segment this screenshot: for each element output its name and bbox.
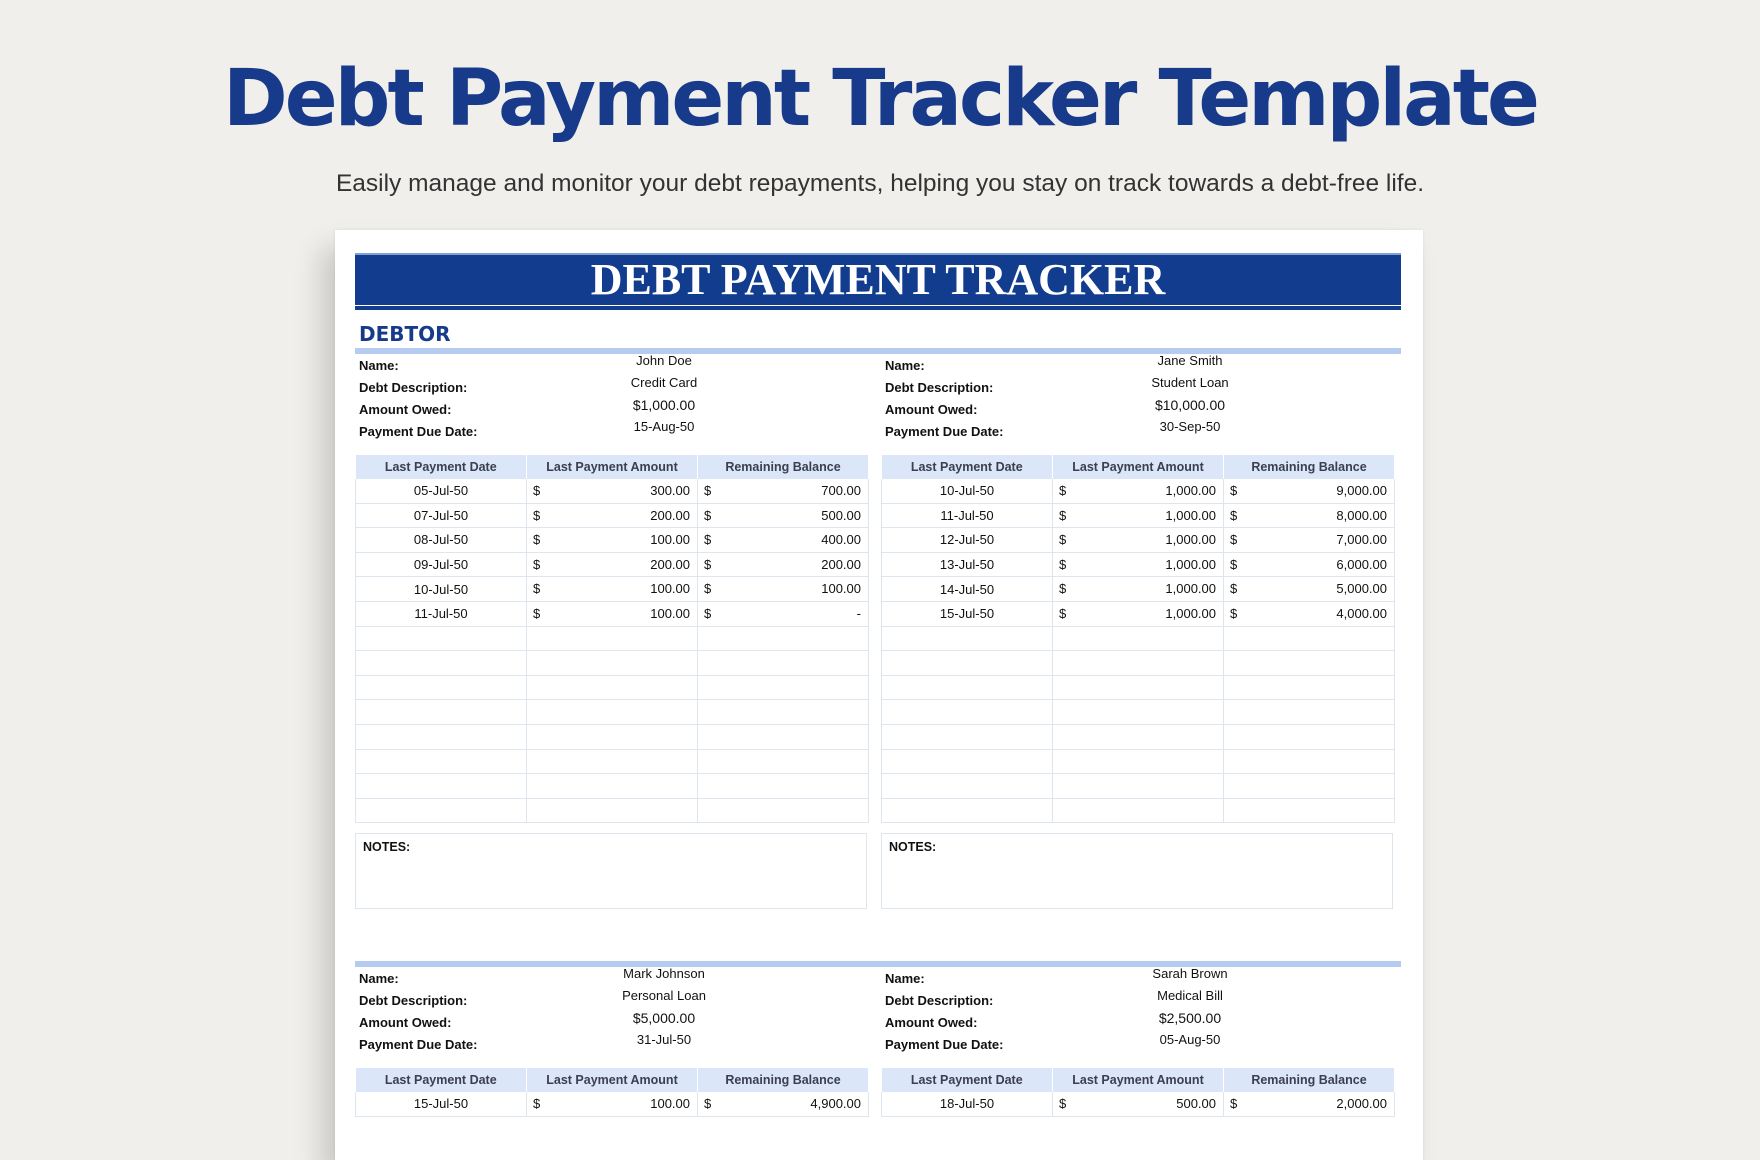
remaining-balance-cell[interactable] xyxy=(1224,675,1395,700)
page-title: Debt Payment Tracker Template xyxy=(223,54,1537,144)
payment-amount-value: 100.00 xyxy=(650,1096,690,1111)
payment-amount-cell[interactable] xyxy=(527,651,698,676)
payment-due-date-label: Payment Due Date: xyxy=(359,1037,478,1052)
remaining-balance-cell[interactable] xyxy=(1224,528,1395,553)
remaining-balance-cell[interactable] xyxy=(1224,651,1395,676)
column-header-last-payment-date: Last Payment Date xyxy=(882,1068,1053,1092)
currency-symbol: $ xyxy=(533,507,541,523)
payment-date-cell[interactable]: 11-Jul-50 xyxy=(882,503,1053,528)
remaining-balance-cell[interactable] xyxy=(698,528,869,553)
currency-symbol: $ xyxy=(1059,532,1067,548)
column-header-remaining-balance: Remaining Balance xyxy=(698,1068,869,1092)
remaining-balance-cell[interactable] xyxy=(698,724,869,749)
info-row-debtor-name xyxy=(885,966,1365,986)
info-row-debt-description xyxy=(359,988,839,1008)
table-row xyxy=(356,601,869,626)
currency-symbol: $ xyxy=(1059,1096,1067,1111)
currency-symbol: $ xyxy=(1059,483,1067,498)
table-row xyxy=(356,528,869,553)
remaining-balance-cell[interactable] xyxy=(1224,601,1395,626)
info-row-debtor-name xyxy=(885,353,1365,373)
table-row xyxy=(356,552,869,577)
tracker-sheet xyxy=(335,230,1423,1160)
currency-symbol: $ xyxy=(1059,556,1067,572)
table-row xyxy=(356,724,869,749)
info-row-amount-owed xyxy=(885,1010,1365,1030)
payment-amount-value: 1,000.00 xyxy=(1165,507,1216,523)
debtor-name-label: Name: xyxy=(359,971,399,986)
remaining-balance-value: 400.00 xyxy=(821,532,861,548)
remaining-balance-value: 200.00 xyxy=(821,556,861,572)
payment-date-cell[interactable] xyxy=(882,626,1053,651)
remaining-balance-value: 500.00 xyxy=(821,507,861,523)
remaining-balance-value: 5,000.00 xyxy=(1336,581,1387,597)
payment-amount-cell[interactable] xyxy=(1053,577,1224,602)
debt-description-label: Debt Description: xyxy=(885,380,994,395)
payment-due-date-value[interactable]: 31-Jul-50 xyxy=(636,1032,692,1047)
remaining-balance-cell[interactable] xyxy=(1224,552,1395,577)
info-row-amount-owed xyxy=(885,397,1365,417)
payment-date-cell[interactable] xyxy=(882,724,1053,749)
amount-owed-value[interactable]: $5,000.00 xyxy=(632,1010,696,1026)
remaining-balance-cell[interactable] xyxy=(1224,577,1395,602)
currency-symbol: $ xyxy=(704,483,712,498)
table-header-row xyxy=(356,1068,869,1092)
remaining-balance-cell[interactable] xyxy=(698,577,869,602)
remaining-balance-cell[interactable] xyxy=(698,798,869,823)
table-row xyxy=(882,479,1395,503)
payment-date-cell[interactable]: 15-Jul-50 xyxy=(356,1092,527,1116)
currency-symbol: $ xyxy=(1230,605,1238,621)
remaining-balance-cell[interactable] xyxy=(698,749,869,774)
debtor-name-label: Name: xyxy=(885,971,925,986)
amount-owed-label: Amount Owed: xyxy=(885,1015,978,1030)
payment-amount-cell[interactable] xyxy=(527,774,698,799)
debtor-name-label: Name: xyxy=(359,358,399,373)
notes-label: NOTES: xyxy=(363,840,411,854)
currency-symbol: $ xyxy=(704,581,712,597)
remaining-balance-cell[interactable] xyxy=(1224,749,1395,774)
table-row xyxy=(356,798,869,823)
payment-amount-cell[interactable] xyxy=(527,552,698,577)
remaining-balance-cell[interactable] xyxy=(1224,626,1395,651)
banner-title: DEBT PAYMENT TRACKER xyxy=(590,255,1166,304)
payment-due-date-value[interactable]: 05-Aug-50 xyxy=(1159,1032,1221,1047)
table-row xyxy=(356,626,869,651)
table-row xyxy=(356,700,869,725)
payment-amount-value: 200.00 xyxy=(650,556,690,572)
remaining-balance-value: 9,000.00 xyxy=(1336,483,1387,498)
payment-amount-value: 1,000.00 xyxy=(1165,483,1216,498)
remaining-balance-cell[interactable] xyxy=(1224,1092,1395,1116)
debt-description-value[interactable]: Credit Card xyxy=(630,375,698,390)
amount-owed-value[interactable]: $2,500.00 xyxy=(1158,1010,1222,1026)
payment-amount-cell[interactable] xyxy=(527,1092,698,1116)
remaining-balance-cell[interactable] xyxy=(698,552,869,577)
table-row xyxy=(356,503,869,528)
currency-symbol: $ xyxy=(533,1096,541,1111)
table-row xyxy=(356,675,869,700)
payment-amount-cell[interactable] xyxy=(527,503,698,528)
table-row xyxy=(882,503,1395,528)
currency-symbol: $ xyxy=(704,556,712,572)
remaining-balance-cell[interactable] xyxy=(1224,774,1395,799)
currency-symbol: $ xyxy=(704,605,712,621)
column-header-remaining-balance: Remaining Balance xyxy=(1224,455,1395,479)
payment-table xyxy=(881,1068,1395,1117)
currency-symbol: $ xyxy=(1230,507,1238,523)
currency-symbol: $ xyxy=(1230,483,1238,498)
remaining-balance-value: 8,000.00 xyxy=(1336,507,1387,523)
remaining-balance-cell[interactable] xyxy=(1224,724,1395,749)
page-subtitle: Easily manage and monitor your debt repayments, helping you stay on track towards a debt-free life. xyxy=(335,170,1425,197)
currency-symbol: $ xyxy=(1230,1096,1238,1111)
table-row xyxy=(882,700,1395,725)
currency-symbol: $ xyxy=(1059,605,1067,621)
remaining-balance-value: 700.00 xyxy=(821,483,861,498)
amount-owed-value[interactable]: $1,000.00 xyxy=(632,397,696,413)
remaining-balance-cell[interactable] xyxy=(698,601,869,626)
table-row xyxy=(356,1092,869,1116)
table-row xyxy=(882,552,1395,577)
remaining-balance-cell[interactable] xyxy=(698,479,869,503)
remaining-balance-value: 4,000.00 xyxy=(1336,605,1387,621)
payment-amount-cell[interactable] xyxy=(1053,700,1224,725)
table-row xyxy=(882,1092,1395,1116)
payment-date-cell[interactable] xyxy=(882,700,1053,725)
debtor-name-value[interactable]: John Doe xyxy=(636,353,692,368)
payment-amount-cell[interactable] xyxy=(1053,774,1224,799)
info-row-debt-description xyxy=(359,375,839,395)
debtor-name-label: Name: xyxy=(885,358,925,373)
currency-symbol: $ xyxy=(1230,532,1238,548)
payment-amount-cell[interactable] xyxy=(527,700,698,725)
payment-amount-value: 1,000.00 xyxy=(1165,556,1216,572)
payment-amount-cell[interactable] xyxy=(527,577,698,602)
table-row xyxy=(882,651,1395,676)
debt-description-value[interactable]: Student Loan xyxy=(1151,375,1229,390)
column-header-last-payment-date: Last Payment Date xyxy=(356,455,527,479)
payment-amount-cell[interactable] xyxy=(1053,675,1224,700)
payment-date-cell[interactable]: 05-Jul-50 xyxy=(356,479,527,503)
debt-description-label: Debt Description: xyxy=(359,380,468,395)
table-row xyxy=(882,626,1395,651)
info-row-payment-due-date xyxy=(359,1032,839,1052)
payment-amount-cell[interactable] xyxy=(1053,749,1224,774)
remaining-balance-cell[interactable] xyxy=(698,675,869,700)
notes-box[interactable] xyxy=(881,833,1393,909)
info-row-debtor-name xyxy=(359,966,839,986)
payment-amount-cell[interactable] xyxy=(1053,626,1224,651)
info-row-payment-due-date xyxy=(885,1032,1365,1052)
payment-due-date-label: Payment Due Date: xyxy=(359,424,478,439)
currency-symbol: $ xyxy=(533,556,541,572)
payment-date-cell[interactable] xyxy=(882,651,1053,676)
payment-date-cell[interactable]: 11-Jul-50 xyxy=(356,601,527,626)
payment-amount-value: 200.00 xyxy=(650,507,690,523)
payment-amount-cell[interactable] xyxy=(527,479,698,503)
debt-description-label: Debt Description: xyxy=(885,993,994,1008)
payment-due-date-value[interactable]: 15-Aug-50 xyxy=(633,419,695,434)
amount-owed-label: Amount Owed: xyxy=(885,402,978,417)
payment-amount-cell[interactable] xyxy=(1053,528,1224,553)
remaining-balance-cell[interactable] xyxy=(698,774,869,799)
payment-amount-cell[interactable] xyxy=(1053,798,1224,823)
payment-amount-cell[interactable] xyxy=(527,528,698,553)
currency-symbol: $ xyxy=(533,532,541,548)
debtor-name-value[interactable]: Jane Smith xyxy=(1157,353,1223,368)
section-label-debtor: DEBTOR xyxy=(359,322,451,346)
column-header-last-payment-amount: Last Payment Amount xyxy=(527,455,698,479)
payment-date-cell[interactable]: 18-Jul-50 xyxy=(882,1092,1053,1116)
currency-symbol: $ xyxy=(704,1096,712,1111)
payment-amount-cell[interactable] xyxy=(527,675,698,700)
notes-box[interactable] xyxy=(355,833,867,909)
column-header-last-payment-amount: Last Payment Amount xyxy=(1053,455,1224,479)
table-row xyxy=(356,479,869,503)
payment-amount-cell[interactable] xyxy=(527,724,698,749)
payment-date-cell[interactable]: 08-Jul-50 xyxy=(356,528,527,553)
currency-symbol: $ xyxy=(1230,581,1238,597)
info-row-amount-owed xyxy=(359,1010,839,1030)
payment-amount-value: 300.00 xyxy=(650,483,690,498)
payment-date-cell[interactable]: 09-Jul-50 xyxy=(356,552,527,577)
remaining-balance-value: - xyxy=(856,605,861,621)
info-row-debtor-name xyxy=(359,353,839,373)
payment-table xyxy=(355,455,869,823)
payment-amount-value: 1,000.00 xyxy=(1165,605,1216,621)
column-header-remaining-balance: Remaining Balance xyxy=(698,455,869,479)
currency-symbol: $ xyxy=(1059,507,1067,523)
table-row xyxy=(882,798,1395,823)
payment-date-cell[interactable] xyxy=(882,749,1053,774)
amount-owed-label: Amount Owed: xyxy=(359,1015,452,1030)
remaining-balance-cell[interactable] xyxy=(1224,503,1395,528)
payment-date-cell[interactable] xyxy=(356,675,527,700)
currency-symbol: $ xyxy=(533,605,541,621)
currency-symbol: $ xyxy=(1230,556,1238,572)
payment-date-cell[interactable] xyxy=(356,651,527,676)
remaining-balance-value: 6,000.00 xyxy=(1336,556,1387,572)
payment-date-cell[interactable] xyxy=(882,675,1053,700)
remaining-balance-cell[interactable] xyxy=(698,700,869,725)
remaining-balance-cell[interactable] xyxy=(698,651,869,676)
payment-date-cell[interactable]: 12-Jul-50 xyxy=(882,528,1053,553)
currency-symbol: $ xyxy=(704,532,712,548)
column-header-last-payment-date: Last Payment Date xyxy=(356,1068,527,1092)
payment-date-cell[interactable] xyxy=(356,724,527,749)
payment-amount-cell[interactable] xyxy=(1053,601,1224,626)
payment-date-cell[interactable] xyxy=(356,700,527,725)
currency-symbol: $ xyxy=(1059,581,1067,597)
payment-amount-cell[interactable] xyxy=(1053,651,1224,676)
payment-date-cell[interactable] xyxy=(356,749,527,774)
payment-date-cell[interactable]: 10-Jul-50 xyxy=(882,479,1053,503)
table-header-row xyxy=(882,455,1395,479)
table-row xyxy=(356,774,869,799)
remaining-balance-cell[interactable] xyxy=(698,503,869,528)
payment-amount-cell[interactable] xyxy=(1053,479,1224,503)
tracker-banner xyxy=(355,253,1401,305)
payment-amount-cell[interactable] xyxy=(1053,552,1224,577)
table-row xyxy=(882,601,1395,626)
payment-date-cell[interactable] xyxy=(356,774,527,799)
payment-amount-value: 500.00 xyxy=(1176,1096,1216,1111)
payment-amount-value: 100.00 xyxy=(650,605,690,621)
info-row-debt-description xyxy=(885,988,1365,1008)
payment-amount-cell[interactable] xyxy=(1053,724,1224,749)
payment-due-date-label: Payment Due Date: xyxy=(885,424,1004,439)
table-row xyxy=(882,577,1395,602)
amount-owed-value[interactable]: $10,000.00 xyxy=(1154,397,1226,413)
remaining-balance-cell[interactable] xyxy=(698,1092,869,1116)
debtor-name-value[interactable]: Sarah Brown xyxy=(1152,966,1228,981)
debt-description-value[interactable]: Personal Loan xyxy=(622,988,706,1003)
table-row xyxy=(882,749,1395,774)
payment-due-date-label: Payment Due Date: xyxy=(885,1037,1004,1052)
payment-amount-cell[interactable] xyxy=(527,749,698,774)
payment-table xyxy=(355,1068,869,1117)
payment-table xyxy=(881,455,1395,823)
banner-underline xyxy=(355,306,1401,310)
table-row xyxy=(882,528,1395,553)
payment-amount-cell[interactable] xyxy=(527,626,698,651)
payment-amount-cell[interactable] xyxy=(527,601,698,626)
debt-description-value[interactable]: Medical Bill xyxy=(1157,988,1223,1003)
payment-amount-cell[interactable] xyxy=(527,798,698,823)
info-row-amount-owed xyxy=(359,397,839,417)
payment-date-cell[interactable] xyxy=(356,626,527,651)
payment-due-date-value[interactable]: 30-Sep-50 xyxy=(1159,419,1221,434)
currency-symbol: $ xyxy=(704,507,712,523)
notes-label: NOTES: xyxy=(889,840,937,854)
payment-amount-cell[interactable] xyxy=(1053,503,1224,528)
payment-date-cell[interactable] xyxy=(882,798,1053,823)
table-row xyxy=(882,675,1395,700)
remaining-balance-value: 2,000.00 xyxy=(1336,1096,1387,1111)
table-header-row xyxy=(882,1068,1395,1092)
currency-symbol: $ xyxy=(533,483,541,498)
payment-date-cell[interactable]: 13-Jul-50 xyxy=(882,552,1053,577)
table-row xyxy=(356,577,869,602)
info-row-payment-due-date xyxy=(885,419,1365,439)
payment-amount-value: 1,000.00 xyxy=(1165,581,1216,597)
debtor-name-value[interactable]: Mark Johnson xyxy=(623,966,705,981)
remaining-balance-value: 4,900.00 xyxy=(810,1096,861,1111)
payment-amount-value: 100.00 xyxy=(650,581,690,597)
column-header-last-payment-amount: Last Payment Amount xyxy=(527,1068,698,1092)
info-row-debt-description xyxy=(885,375,1365,395)
remaining-balance-cell[interactable] xyxy=(1224,798,1395,823)
table-row xyxy=(882,774,1395,799)
remaining-balance-cell[interactable] xyxy=(1224,700,1395,725)
column-header-remaining-balance: Remaining Balance xyxy=(1224,1068,1395,1092)
debt-description-label: Debt Description: xyxy=(359,993,468,1008)
payment-amount-value: 1,000.00 xyxy=(1165,532,1216,548)
amount-owed-label: Amount Owed: xyxy=(359,402,452,417)
currency-symbol: $ xyxy=(533,581,541,597)
remaining-balance-cell[interactable] xyxy=(698,626,869,651)
payment-date-cell[interactable]: 14-Jul-50 xyxy=(882,577,1053,602)
table-row xyxy=(882,724,1395,749)
remaining-balance-value: 7,000.00 xyxy=(1336,532,1387,548)
table-header-row xyxy=(356,455,869,479)
payment-date-cell[interactable] xyxy=(882,774,1053,799)
column-header-last-payment-date: Last Payment Date xyxy=(882,455,1053,479)
table-row xyxy=(356,749,869,774)
payment-date-cell[interactable] xyxy=(356,798,527,823)
column-header-last-payment-amount: Last Payment Amount xyxy=(1053,1068,1224,1092)
payment-amount-cell[interactable] xyxy=(1053,1092,1224,1116)
table-row xyxy=(356,651,869,676)
payment-date-cell[interactable]: 07-Jul-50 xyxy=(356,503,527,528)
payment-amount-value: 100.00 xyxy=(650,532,690,548)
remaining-balance-cell[interactable] xyxy=(1224,479,1395,503)
info-row-payment-due-date xyxy=(359,419,839,439)
payment-date-cell[interactable]: 15-Jul-50 xyxy=(882,601,1053,626)
remaining-balance-value: 100.00 xyxy=(821,581,861,597)
payment-date-cell[interactable]: 10-Jul-50 xyxy=(356,577,527,602)
